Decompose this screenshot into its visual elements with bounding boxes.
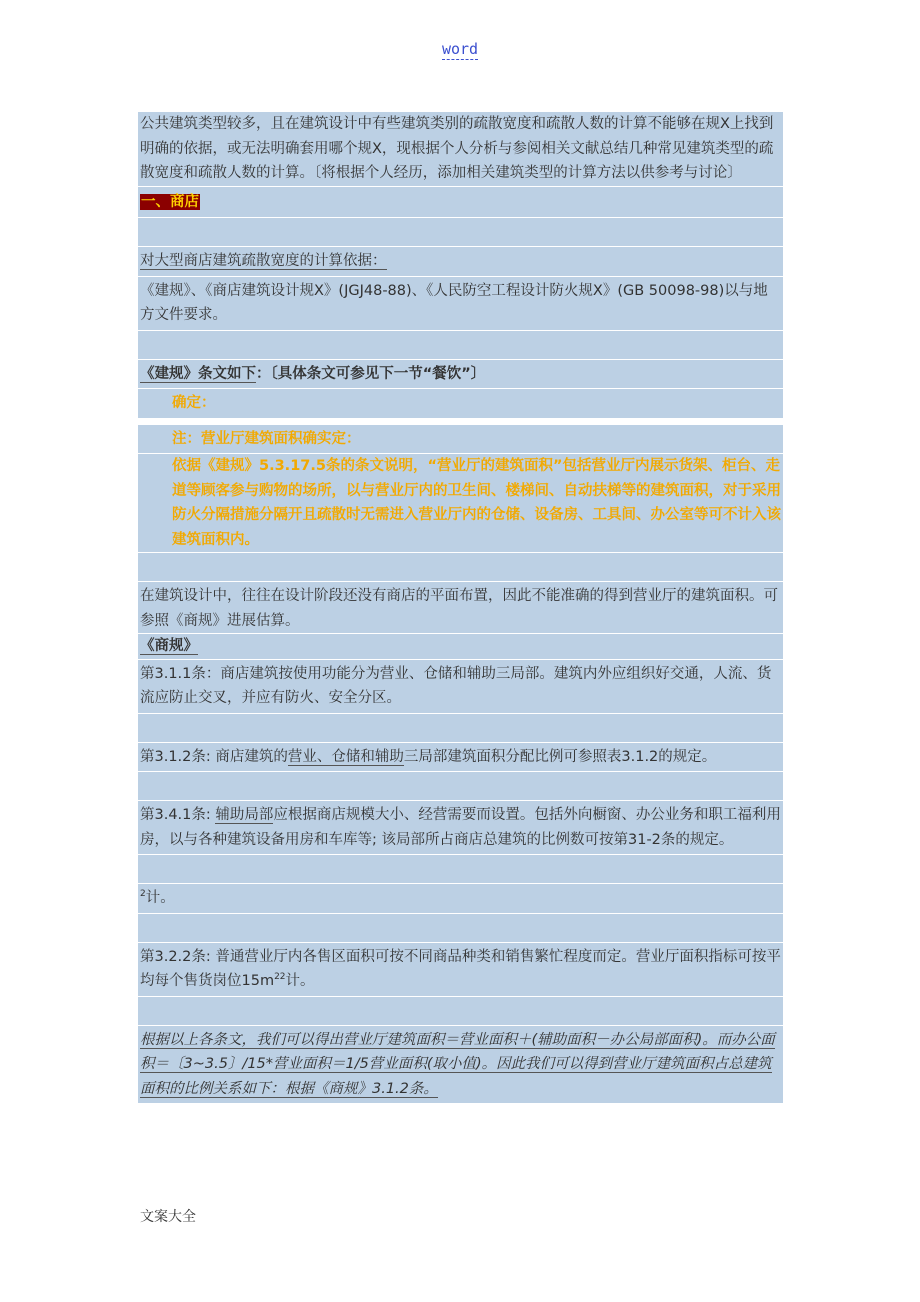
article-3-2-2 [138,943,783,996]
blank-line [138,331,783,359]
square-meter-text: 计。 [145,890,175,906]
note-title: 注：营业厅建筑面积确实定： [138,425,783,454]
jiangui-title-rest: ：〔具体条文可参见下一节“餐饮”〕 [256,365,486,382]
superscript-two: 2 [140,889,146,900]
shanggui-title-row [138,634,783,659]
conclusion-text: 根据以上各条文，我们可以得出营业厅建筑面积＝营业面积＋(辅助面积－办公局部面积)。而办公面积＝〔3~3.5〕/15*营业面积＝1/5营业面积(取小值)。因此我们可以得到营业厅建筑面积占总建筑面积的比例关系如下：根据《商规》3.1.2条。 [140,1031,775,1097]
article-3-1-2-text-a: 第3.1.2条: 商店建筑的 [140,748,288,765]
shanggui-title: 《商规》 [140,638,198,654]
page-header [0,40,920,58]
page-footer: 文案大全 [140,1209,196,1225]
conclusion-paragraph [138,1026,783,1104]
article-3-4-1-text-b: 应根据商店规模大小、经营需要而设置。包括外向橱窗、办公业务和职工福利用房，以与各种建筑设备用房和车库等; 该局部所占商店总建筑的比例数可按第31-2条的规定。 [140,807,781,848]
document-body [138,112,783,1104]
article-3-1-2-text-b: 三局部建筑面积分配比例可参照表3.1.2的规定。 [403,748,717,765]
article-3-1-1: 第3.1.1条：商店建筑按使用功能分为营业、仓储和辅助三局部。建筑内外应组织好交通，人流、货流应防止交叉，并应有防火、安全分区。 [138,660,783,713]
basis-paragraph: 《建规》、《商店建筑设计规X》(JGJ48-88)、《人民防空工程设计防火规X》(GB 50098-98)以与地方文件要求。 [138,277,783,330]
blank-line [138,772,783,800]
basis-title: 对大型商店建筑疏散宽度的计算依据： [140,253,387,269]
intro-paragraph: 公共建筑类型较多，且在建筑设计中有些建筑类别的疏散宽度和疏散人数的计算不能够在规X上找到明确的依据，或无法明确套用哪个规X，现根据个人分析与参阅相关文献总结几种常见建筑类型的疏散宽度和疏散人数的计算。〔将根据个人经历，添加相关建筑类型的计算方法以供参考与讨论〕 [138,112,783,186]
note-paragraph: 依据《建规》5.3.17.5条的条文说明，“营业厅的建筑面积”包括营业厅内展示货架、柜台、走道等顾客参与购物的场所，以与营业厅内的卫生间、楼梯间、自动扶梯等的建筑面积，对于采用防火分隔措施分隔开且疏散时无需进入营业厅内的仓储、设备房、工具间、办公室等可不计入该建筑面积内。 [138,454,783,552]
article-3-2-2-text-b: 计。 [285,973,315,989]
section-title-row [138,187,783,218]
article-3-1-2 [138,743,783,772]
square-meter-line [138,884,783,913]
blank-line [138,714,783,742]
design-paragraph: 在建筑设计中，往往在设计阶段还没有商店的平面布置，因此不能准确的得到营业厅的建筑面积。可参照《商规》进展估算。 [138,582,783,633]
article-3-4-1-underlined: 辅助局部 [215,807,274,823]
confirm-line: 确定： [138,389,783,418]
article-3-4-1-text-a: 第3.4.1条: [140,807,216,823]
blank-line [138,855,783,883]
blank-line [138,553,783,581]
header-link[interactable]: word [441,40,479,58]
article-3-2-2-superscript: 22 [274,972,286,983]
jiangui-title-underlined: 《建规》条文如下 [140,365,256,382]
basis-title-row [138,247,783,276]
blank-line [138,218,783,246]
jiangui-title-row [138,360,783,389]
blank-line [138,914,783,942]
blank-line [138,997,783,1025]
article-3-2-2-text-a: 第3.2.2条: 普通营业厅内各售区面积可按不同商品种类和销售繁忙程度而定。营业厅面积指标可按平均每个售货岗位15m [140,948,781,989]
section-title: 一、商店 [141,193,199,210]
article-3-1-2-underlined: 营业、仓储和辅助 [287,748,404,765]
article-3-4-1 [138,801,783,854]
